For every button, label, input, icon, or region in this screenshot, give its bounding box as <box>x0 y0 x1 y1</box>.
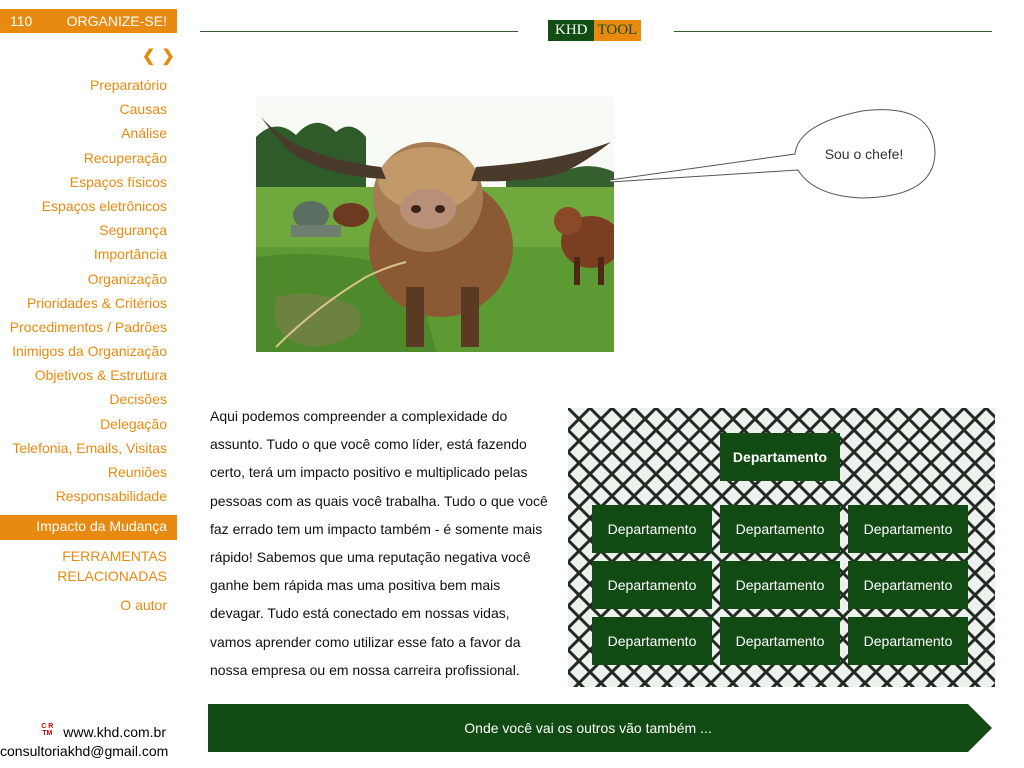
related-tools-line2: RELACIONADAS <box>57 568 167 584</box>
logo-khd: KHD <box>548 20 594 41</box>
menu-item-preparatorio[interactable]: Preparatório <box>89 77 167 93</box>
email-link[interactable]: consultoriakhd@gmail.com <box>0 743 169 759</box>
menu-item-prioridades[interactable]: Prioridades & Critérios <box>26 294 167 311</box>
section-title: ORGANIZE-SE! <box>66 13 167 29</box>
menu-item-espacos-eletronicos[interactable]: Espaços eletrônicos <box>41 197 167 214</box>
menu-item-objetivos[interactable]: Objetivos & Estrutura <box>34 367 167 384</box>
section-header-bar <box>0 9 177 33</box>
department-box: Departamento <box>592 561 712 609</box>
department-grid-panel <box>568 408 995 687</box>
logo-tool: TOOL <box>594 20 642 41</box>
khd-tool-logo <box>548 20 641 41</box>
sidebar-menu <box>0 74 177 540</box>
menu-item-decisoes[interactable]: Decisões <box>109 391 167 408</box>
header-divider-right <box>674 31 992 32</box>
department-box: Departamento <box>592 505 712 553</box>
department-head-box: Departamento <box>720 433 840 481</box>
page-navigation <box>142 46 181 66</box>
copyright-trademark-icon: C R TM <box>41 723 54 737</box>
related-tools-link[interactable] <box>0 546 167 586</box>
department-box: Departamento <box>592 617 712 665</box>
menu-item-impacto-da-mudanca[interactable]: Impacto da Mudança <box>0 515 177 539</box>
menu-item-espacos-fisicos[interactable]: Espaços físicos <box>69 173 167 190</box>
department-box: Departamento <box>720 561 840 609</box>
page-number: 110 <box>10 13 33 29</box>
department-box: Departamento <box>848 561 968 609</box>
speech-bubble-text: Sou o chefe! <box>824 146 904 162</box>
body-paragraph: Aqui podemos compreender a complexidade do assunto. Tudo o que você como líder, está fazendo certo, terá um impacto positivo e multiplicado pelas pessoas com as quais você trabalha. Tudo o que você faz errado tem um impacto também - é somente mais rápido! Sabemos que uma reputação negativa você ganhe bem rápida mas uma positiva bem mais devagar. Tudo está conectado em nossas vidas, vamos aprender como utilizar esse fato a favor da nossa empresa ou em nossa carreira profissional. <box>210 408 548 678</box>
next-page-icon[interactable]: ❯ <box>161 48 181 65</box>
menu-item-inimigos[interactable]: Inimigos da Organização <box>12 343 167 360</box>
department-box: Departamento <box>848 617 968 665</box>
menu-item-reunioes[interactable]: Reuniões <box>107 464 167 480</box>
menu-item-organizacao[interactable]: Organização <box>87 270 167 287</box>
header-divider-left <box>200 31 518 32</box>
menu-item-procedimentos[interactable]: Procedimentos / Padrões <box>9 318 167 335</box>
department-box: Departamento <box>720 617 840 665</box>
menu-item-recuperacao[interactable]: Recuperação <box>83 149 167 166</box>
highland-cow-image <box>256 97 614 352</box>
previous-page-icon[interactable]: ❮ <box>142 48 162 65</box>
contact-info <box>0 723 169 761</box>
menu-item-importancia[interactable]: Importância <box>93 246 167 263</box>
arrow-banner-text: Onde você vai os outros vão também ... <box>464 720 712 736</box>
department-box: Departamento <box>720 505 840 553</box>
author-link[interactable]: O autor <box>120 597 167 613</box>
menu-item-delegacao[interactable]: Delegação <box>100 415 167 432</box>
menu-item-telefonia[interactable]: Telefonia, Emails, Visitas <box>12 439 167 456</box>
menu-item-seguranca[interactable]: Segurança <box>99 222 167 239</box>
menu-item-causas[interactable]: Causas <box>119 101 167 118</box>
menu-item-responsabilidade[interactable]: Responsabilidade <box>55 488 167 505</box>
menu-item-analise[interactable]: Análise <box>121 125 167 142</box>
related-tools-line1: FERRAMENTAS <box>62 548 167 564</box>
department-box: Departamento <box>848 505 968 553</box>
highland-cow-photo <box>256 97 614 352</box>
website-link[interactable]: www.khd.com.br <box>63 724 166 740</box>
